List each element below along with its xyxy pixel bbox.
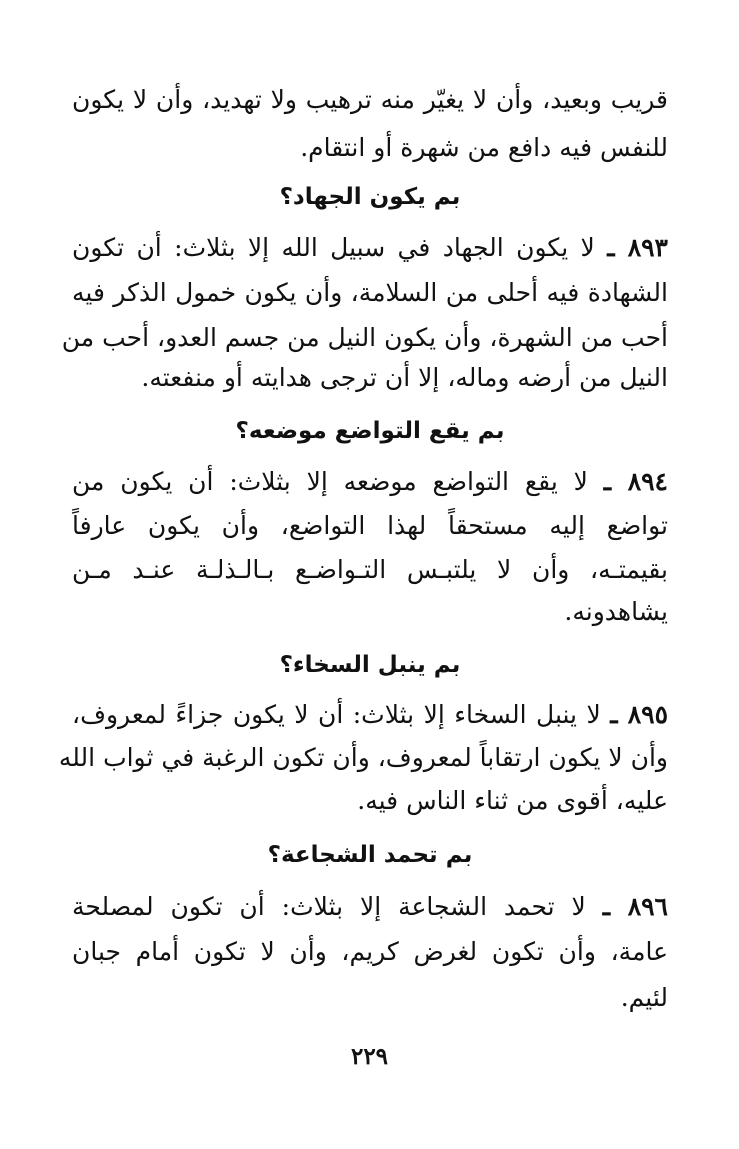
paragraph-893-line-4: النيل من أرضه وماله، إلا أن ترجى هدايته أو منفعته. <box>141 363 668 392</box>
item-number-893: ٨٩٣ ـ <box>607 233 668 262</box>
paragraph-895-line-1 <box>72 695 668 735</box>
paragraph-893-line-2: الشهادة فيه أحلى من السلامة، وأن يكون خمول الذكر فيه <box>72 278 668 307</box>
paragraph-894-line-3: بقيمتـه، وأن لا يلتبـس التـواضـع بـالـذلـة عنـد مـن <box>72 555 668 584</box>
section-heading-894: بم يقع التواضع موضعه؟ <box>235 418 505 444</box>
section-heading-896: بم تحمد الشجاعة؟ <box>267 842 473 868</box>
paragraph-894-line-2: تواضع إليه مستحقاً لهذا التواضع، وأن يكون عارفاً <box>72 511 668 540</box>
paragraph-893-text-1: لا يكون الجهاد في سبيل الله إلا بثلاث: أن تكون <box>72 233 595 262</box>
paragraph-893-line-3: أحب من الشهرة، وأن يكون النيل من جسم العدو، أحب من <box>61 323 668 352</box>
paragraph-896-line-1 <box>72 887 668 927</box>
intro-line-2: للنفس فيه دافع من شهرة أو انتقام. <box>300 133 668 162</box>
paragraph-895-text-1: لا ينبل السخاء إلا بثلاث: أن لا يكون جزاءً لمعروف، <box>72 700 601 729</box>
item-number-895: ٨٩٥ ـ <box>610 700 669 729</box>
page-number: ٢٢٩ <box>350 1043 389 1070</box>
section-heading-895: بم ينبل السخاء؟ <box>279 652 461 678</box>
intro-line-1: قريب وبعيد، وأن لا يغيّر منه ترهيب ولا تهديد، وأن لا يكون <box>72 85 668 114</box>
paragraph-896-text-1: لا تحمد الشجاعة إلا بثلاث: أن تكون لمصلحة <box>72 892 586 921</box>
item-number-896: ٨٩٦ ـ <box>602 892 668 921</box>
paragraph-896-line-2: عامة، وأن تكون لغرض كريم، وأن لا تكون أمام جبان <box>72 937 668 966</box>
paragraph-894-line-4: يشاهدونه. <box>564 597 668 626</box>
paragraph-895-line-3: عليه، أقوى من ثناء الناس فيه. <box>357 786 668 815</box>
paragraph-893-line-1 <box>72 228 668 268</box>
paragraph-894-text-1: لا يقع التواضع موضعه إلا بثلاث: أن يكون من <box>72 467 588 496</box>
paragraph-896-line-3: لئيم. <box>620 983 668 1012</box>
item-number-894: ٨٩٤ ـ <box>603 467 668 496</box>
paragraph-895-line-2: وأن لا يكون ارتقاباً لمعروف، وأن تكون الرغبة في ثواب الله <box>58 743 668 772</box>
paragraph-894-line-1 <box>72 462 668 502</box>
section-heading-893: بم يكون الجهاد؟ <box>279 184 461 210</box>
